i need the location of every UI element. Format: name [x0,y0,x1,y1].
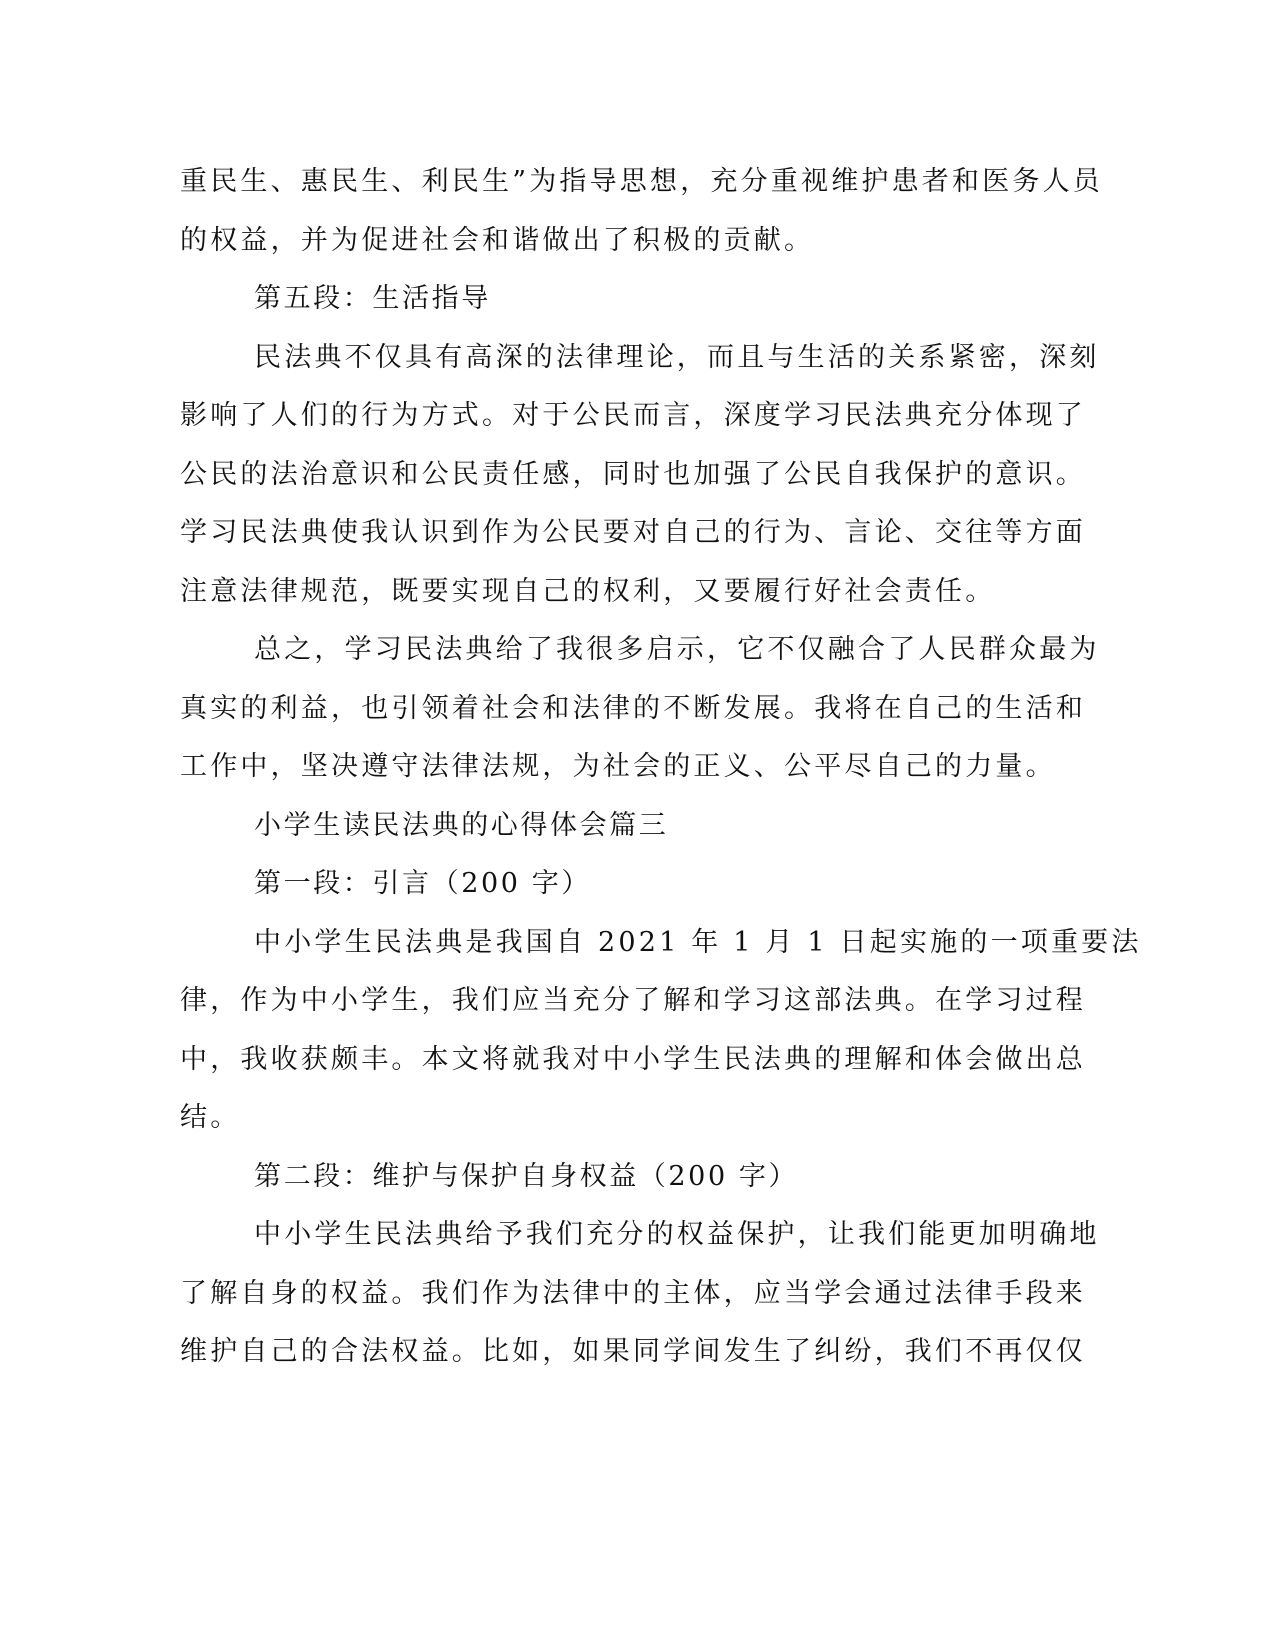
body-text-line: 中，我收获颇丰。本文将就我对中小学生民法典的理解和体会做出总 [180,1043,1086,1075]
body-text-line: 律，作为中小学生，我们应当充分了解和学习这部法典。在学习过程 [180,985,1086,1016]
paragraph-first-line: 民法典不仅具有高深的法律理论，而且与生活的关系紧密，深刻 [254,341,1100,373]
paragraph-first-line: 中小学生民法典给予我们充分的权益保护，让我们能更加明确地 [254,1219,1100,1250]
body-text-line: 工作中，坚决遵守法律法规，为社会的正义、公平尽自己的力量。 [180,751,1056,782]
paragraph-first-line: 中小学生民法典是我国自 2021 年 1 月 1 日起实施的一项重要法 [254,926,1142,958]
section-heading-2: 第二段：维护与保护自身权益（200 字） [254,1160,799,1192]
body-text-line: 维护自己的合法权益。比如，如果同学间发生了纠纷，我们不再仅仅 [180,1336,1086,1367]
document-body [180,153,1142,1382]
article-title: 小学生读民法典的心得体会篇三 [254,809,669,841]
section-heading-5: 第五段：生活指导 [254,283,491,314]
body-text-line: 了解自身的权益。我们作为法律中的主体，应当学会通过法律手段来 [180,1277,1086,1309]
paragraph-first-line: 总之，学习民法典给了我很多启示，它不仅融合了人民群众最为 [254,634,1100,665]
body-text-line: 公民的法治意识和公民责任感，同时也加强了公民自我保护的意识。 [180,458,1086,490]
body-text-line: 真实的利益，也引领着社会和法律的不断发展。我将在自己的生活和 [180,692,1086,724]
body-text-line: 学习民法典使我认识到作为公民要对自己的行为、言论、交往等方面 [180,517,1086,548]
body-text-line: 注意法律规范，既要实现自己的权利，又要履行好社会责任。 [180,575,996,607]
body-text-line: 的权益，并为促进社会和谐做出了积极的贡献。 [180,224,815,256]
body-text-line: 结。 [180,1102,241,1133]
body-text-line: 影响了人们的行为方式。对于公民而言，深度学习民法典充分体现了 [180,400,1086,431]
body-text-line: 重民生、惠民生、利民生”为指导思想，充分重视维护患者和医务人员 [180,166,1104,197]
section-heading-1: 第一段：引言（200 字） [254,868,591,899]
